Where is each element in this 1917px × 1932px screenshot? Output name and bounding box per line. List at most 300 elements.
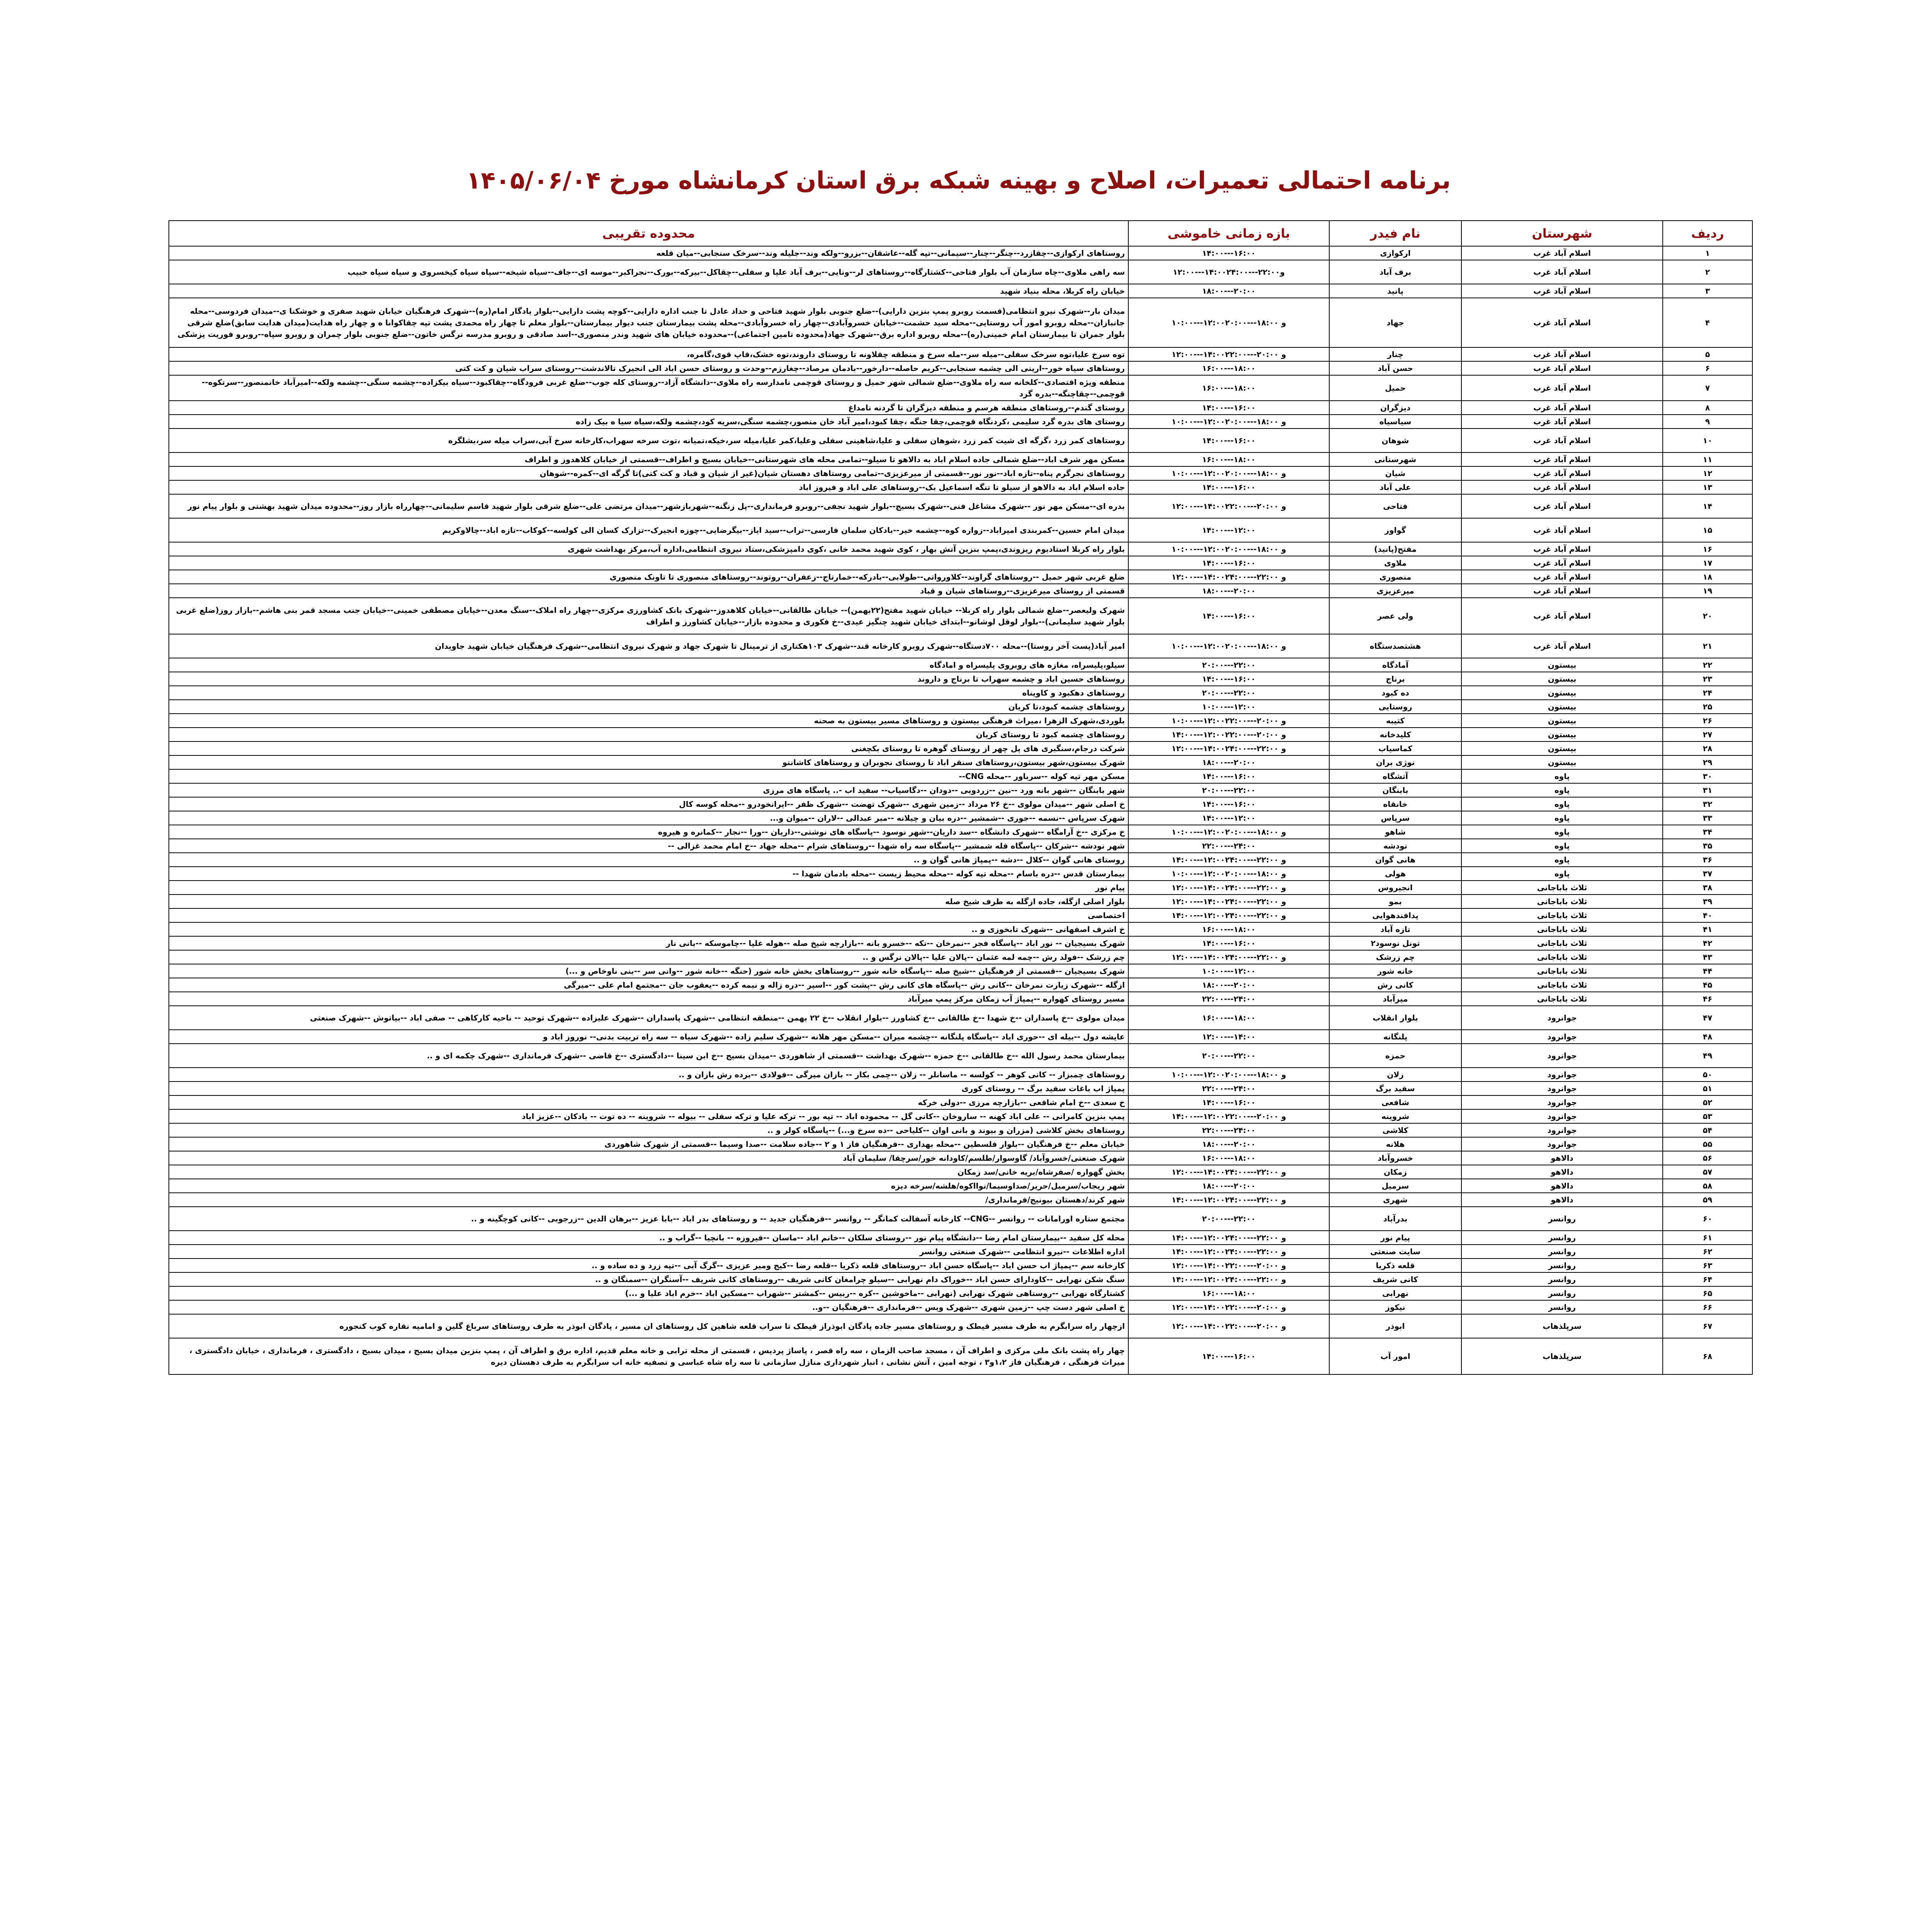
table-row bbox=[169, 518, 1752, 542]
city-cell: پاوه bbox=[1461, 783, 1663, 797]
area-cell: میدان بار--شهرک نیرو انتظامی(قسمت روبرو پمپ بنزین دارایی)--ضلع جنوبی بلوار شهید فتاحی و حداد عادل تا جنب اداره دارایی--کوچه پشت دارایی--بلوار یادگار امام(ره)--شهرک فرهنگیان خیابان شهید صفری و خوشکنا ی--میدان فردوسی--محله جانبازان--محله روبرو امور آب روستایی--محله سید حشمت--خیابان خسروآبادی--چهار راه خسروآبادی--محله پشت بیمارستان جنب دیوار بیمارستان--بلوار معلم تا چهار راه محمدی پشت تپه چقاکوانا ه و چهار راه هدایت(میدان هدایت سابق)ضلع شرقی بلوار جمران تا بیمارستان امام خمینی(ره)--محله روبرو اداره برق--شهرک جهاد(محدوده تامین اجتماعی)--محدوده خیابان های شهید وندر منصوری--اسد صادقی و روبرو مدرسه نرگس خاتون--ضلع جنوبی بلوار چمران و روبرو سپاه--روبرو فوریت پزشکی bbox=[169, 298, 1128, 347]
area-cell: خ اصلی شهر دست چپ --زمین شهری --شهرک ویس --فرمانداری --فرهنگیان --و.. bbox=[169, 1300, 1128, 1314]
city-cell: اسلام آباد غرب bbox=[1461, 347, 1663, 361]
city-cell: روانسر bbox=[1461, 1245, 1663, 1259]
city-cell: جوانرود bbox=[1461, 1006, 1663, 1030]
area-cell: اداره اطلاعات --نیرو انتظامی --شهرک صنعتی روانسر bbox=[169, 1245, 1128, 1259]
outage-time-cell: ۱۰:۰۰---۱۲:۰۰ bbox=[1128, 700, 1329, 714]
outage-time-cell: ۱۴:۰۰---۱۶:۰۰ bbox=[1128, 797, 1329, 811]
feeder-cell: برناج bbox=[1329, 672, 1461, 686]
area-cell: روستاهای چشمه کبود تا روستای کریان bbox=[169, 728, 1128, 742]
table-row bbox=[169, 1259, 1752, 1272]
table-row bbox=[169, 1300, 1752, 1314]
city-cell: اسلام آباد غرب bbox=[1461, 260, 1663, 284]
table-row bbox=[169, 452, 1752, 466]
area-cell: بلوار اصلی ازگله، جاده ازگله به طرف شیخ صله bbox=[169, 895, 1128, 908]
feeder-cell: خانقاه bbox=[1329, 797, 1461, 811]
feeder-cell: بابنگان bbox=[1329, 783, 1461, 797]
area-cell: روستای گندم--روستاهای منطقه هرسم و منطقه دیزگران تا گردنه نامداغ bbox=[169, 401, 1128, 415]
table-row bbox=[169, 1082, 1752, 1095]
row-number-cell: ۵۹ bbox=[1663, 1193, 1752, 1207]
table-row bbox=[169, 1006, 1752, 1030]
row-number-cell: ۳ bbox=[1663, 284, 1752, 298]
outage-time-cell: ۱۴:۰۰---۱۲:۰۰و ۲۲:۰۰---۲۴:۰۰ bbox=[1128, 853, 1329, 867]
outage-time-cell: ۱۲:۰۰---۱۴:۰۰و ۲۲:۰۰---۲۴:۰۰ bbox=[1128, 1165, 1329, 1179]
outage-time-cell: ۱۸:۰۰---۲۰:۰۰ bbox=[1128, 1137, 1329, 1151]
row-number-cell: ۵۰ bbox=[1663, 1068, 1752, 1082]
outage-time-cell: ۲۰:۰۰---۲۲:۰۰ bbox=[1128, 686, 1329, 700]
table-row bbox=[169, 839, 1752, 853]
outage-time-cell: ۱۴:۰۰---۱۲:۰۰و ۲۰:۰۰---۲۲:۰۰ bbox=[1128, 1109, 1329, 1123]
table-row bbox=[169, 992, 1752, 1006]
table-row bbox=[169, 825, 1752, 839]
city-cell: اسلام آباد غرب bbox=[1461, 415, 1663, 429]
outage-time-cell: ۱۴:۰۰---۱۲:۰۰و ۲۲:۰۰---۲۴:۰۰ bbox=[1128, 1231, 1329, 1245]
outage-time-cell: ۲۲:۰۰---۲۴:۰۰ bbox=[1128, 1123, 1329, 1137]
outage-time-cell: ۱۰:۰۰---۱۲:۰۰و ۱۸:۰۰---۲۰:۰۰ bbox=[1128, 634, 1329, 658]
area-cell: خ مرکزی --خ آرامگاه --شهرک دانشگاه --سد داریان--شهر نوسود --پاسگاه های نوشتی--داریان --ورا --نجار --کمانره و هیروه bbox=[169, 825, 1128, 839]
row-number-cell: ۱۸ bbox=[1663, 570, 1752, 584]
table-body bbox=[169, 246, 1752, 1374]
table-header-row bbox=[169, 221, 1752, 246]
city-cell: اسلام آباد غرب bbox=[1461, 284, 1663, 298]
table-row bbox=[169, 1123, 1752, 1137]
feeder-cell: آمادگاه bbox=[1329, 658, 1461, 672]
area-cell: امیر آباد(پست آخر روستا)--محله ۷۰۰دستگاه--شهرک روبرو کارخانه قند--شهرک ۱۰۳هکتاری از ترمینال تا شهرک جهاد و شهرک نیروی انتظامی--شهرک فرهنگیان خیابان شهید جاویدان bbox=[169, 634, 1128, 658]
table-row bbox=[169, 570, 1752, 584]
feeder-cell: آتشگاه bbox=[1329, 769, 1461, 783]
feeder-cell: سرمیل bbox=[1329, 1179, 1461, 1193]
table-row bbox=[169, 1231, 1752, 1245]
area-cell: بلوار راه کربلا استادیوم ریزوندی،پمپ بنزین آتش بهار ، کوی شهید محمد خانی ،کوی دامپزشکی،ستاد نیروی انتظامی،اداره آب،مرکز بهداشت شهری bbox=[169, 542, 1128, 556]
area-cell: روستاهای چمبزار -- کانی کوهر -- کولسه -- ماسانلر -- زلان --چمی بکار -- بازان میرگی --فولادی --برده رش بازان و .. bbox=[169, 1068, 1128, 1082]
outage-time-cell: ۲۲:۰۰---۲۴:۰۰ bbox=[1128, 1082, 1329, 1095]
city-cell: جوانرود bbox=[1461, 1095, 1663, 1109]
outage-time-cell: ۱۲:۰۰---۱۴:۰۰و ۲۲:۰۰---۲۴:۰۰ bbox=[1128, 895, 1329, 908]
area-cell: روستاهای حسین اباد و چشمه سهراب تا برناج و داروند bbox=[169, 672, 1128, 686]
table-row bbox=[169, 1165, 1752, 1179]
area-cell: سنگ شکن نهرابی --کاودارای حسن اباد --خوراک دام نهرابی --سیلو چرامغان کانی شریف --روستاهای کانی شریف --آسنگران --سمنگان و .. bbox=[169, 1272, 1128, 1286]
row-number-cell: ۲۶ bbox=[1663, 714, 1752, 728]
area-cell: عایشه دول --بیله ای --حوری اباد --پاسگاه پلنگانه --چشمه میران --مسکن مهر هلانه --شهرک سلیم زاده --شهرک سیاه -- سه راه تربیت بدنی-- نوروز اباد و bbox=[169, 1030, 1128, 1044]
table-row bbox=[169, 1179, 1752, 1193]
city-cell: پاوه bbox=[1461, 867, 1663, 881]
feeder-cell: هانی گوان bbox=[1329, 853, 1461, 867]
table-row bbox=[169, 480, 1752, 494]
row-number-cell: ۵۲ bbox=[1663, 1095, 1752, 1109]
outage-time-cell: ۱۶:۰۰---۱۸:۰۰ bbox=[1128, 1151, 1329, 1165]
table-row bbox=[169, 1272, 1752, 1286]
row-number-cell: ۳۸ bbox=[1663, 881, 1752, 895]
row-number-cell: ۱۰ bbox=[1663, 429, 1752, 452]
city-cell: ثلاث باباجانی bbox=[1461, 908, 1663, 922]
table-row bbox=[169, 686, 1752, 700]
area-cell: ازچهار راه سرابگرم به طرف مسیر قیطک و روستاهای مسیر جاده پادگان ابوذراز قیطک تا سراب قلعه شاهین کل روستاهای ان مسیر ، پادگان ابوذر به طرف روستاهای سرباغ گلین و امامیه نقاره کوب کنجوره bbox=[169, 1314, 1128, 1338]
table-row bbox=[169, 964, 1752, 978]
table-row bbox=[169, 401, 1752, 415]
outage-time-cell: ۱۴:۰۰---۱۶:۰۰ bbox=[1128, 672, 1329, 686]
city-cell: جوانرود bbox=[1461, 1068, 1663, 1082]
row-number-cell: ۴ bbox=[1663, 298, 1752, 347]
outage-time-cell: ۱۴:۰۰---۱۲:۰۰و ۲۲:۰۰---۲۴:۰۰ bbox=[1128, 908, 1329, 922]
outage-time-cell: ۱۰:۰۰---۱۲:۰۰و ۱۸:۰۰---۲۰:۰۰ bbox=[1128, 466, 1329, 480]
row-number-cell: ۱ bbox=[1663, 246, 1752, 260]
table-row bbox=[169, 494, 1752, 518]
city-cell: اسلام آباد غرب bbox=[1461, 452, 1663, 466]
outage-time-cell: ۱۴:۰۰---۱۲:۰۰و ۲۲:۰۰---۲۴:۰۰ bbox=[1128, 1193, 1329, 1207]
row-number-cell: ۴۱ bbox=[1663, 922, 1752, 936]
city-cell: بیستون bbox=[1461, 742, 1663, 755]
city-cell: اسلام آباد غرب bbox=[1461, 494, 1663, 518]
area-cell: مسکن مهر تپه کوله --سرباور --محله CNG-- bbox=[169, 769, 1128, 783]
city-cell: ثلاث باباجانی bbox=[1461, 936, 1663, 950]
outage-time-cell: ۱۰:۰۰---۱۲:۰۰و ۱۸:۰۰---۲۰:۰۰ bbox=[1128, 415, 1329, 429]
outage-time-cell: ۱۲:۰۰---۱۴:۰۰و ۲۰:۰۰---۲۲:۰۰ bbox=[1128, 1300, 1329, 1314]
outage-time-cell: ۲۲:۰۰---۲۴:۰۰ bbox=[1128, 992, 1329, 1006]
city-cell: اسلام آباد غرب bbox=[1461, 466, 1663, 480]
feeder-cell: زمکان bbox=[1329, 1165, 1461, 1179]
outage-time-cell: ۱۲:۰۰---۱۴:۰۰و ۲۲:۰۰---۲۴:۰۰ bbox=[1128, 881, 1329, 895]
table-row bbox=[169, 881, 1752, 895]
header-row-number: ردیف bbox=[1663, 221, 1752, 246]
outage-time-cell: ۱۴:۰۰---۱۶:۰۰ bbox=[1128, 401, 1329, 415]
area-cell: محله کل سفید --بیمارستان امام رضا --دانشگاه پیام نور --روستای سلکان --خانم اباد --ماسان --فیروزه -- بانچیا --گراب و .. bbox=[169, 1231, 1128, 1245]
city-cell: جوانرود bbox=[1461, 1044, 1663, 1068]
city-cell: ثلاث باباجانی bbox=[1461, 922, 1663, 936]
area-cell: بخش گهواره /صفرشاه/بریه خانی/سد زمکان bbox=[169, 1165, 1128, 1179]
table-row bbox=[169, 1095, 1752, 1109]
area-cell: میدان مولوی --خ پاسداران --خ شهدا --خ طالقانی --خ کشاورز --بلوار انقلاب --خ ۲۲ بهمن --منطقه انتظامی --شهرک پاسداران --شهرک علیزاده --شهرک توحید -- ناحیه کارکاهی -- صفی اباد --بیاتوش --شهرک صنعتی bbox=[169, 1006, 1128, 1030]
outage-time-cell: ۱۰:۰۰---۱۲:۰۰و ۱۸:۰۰---۲۰:۰۰ bbox=[1128, 825, 1329, 839]
table-row bbox=[169, 783, 1752, 797]
city-cell: بیستون bbox=[1461, 672, 1663, 686]
table-row bbox=[169, 298, 1752, 347]
table-row bbox=[169, 1137, 1752, 1151]
city-cell: ثلاث باباجانی bbox=[1461, 881, 1663, 895]
feeder-cell: ابوذر bbox=[1329, 1314, 1461, 1338]
feeder-cell: کلاشی bbox=[1329, 1123, 1461, 1137]
row-number-cell: ۱۵ bbox=[1663, 518, 1752, 542]
table-row bbox=[169, 978, 1752, 992]
feeder-cell: سایت صنعتی bbox=[1329, 1245, 1461, 1259]
area-cell: روستاهای چشمه کبود،تا کریان bbox=[169, 700, 1128, 714]
area-cell: روستای هانی گوان --کلال --دشه --پمپاژ هانی گوان و .. bbox=[169, 853, 1128, 867]
feeder-cell: بمو bbox=[1329, 895, 1461, 908]
city-cell: اسلام آباد غرب bbox=[1461, 556, 1663, 570]
table-row bbox=[169, 542, 1752, 556]
outage-time-cell: ۱۶:۰۰---۱۸:۰۰ bbox=[1128, 375, 1329, 401]
area-cell: شهرک بسیجیان -- نور اباد --پاسگاه فجر --نمرخان --تکه --خسرو بانه --بازارچه شیخ صله --هوله علیا --چاموسکه --بانی نار bbox=[169, 936, 1128, 950]
city-cell: دالاهو bbox=[1461, 1165, 1663, 1179]
area-cell: روستاهای نجرگرم پناه--تازه اباد--نور نور--قسمتی از میرعزیزی--تمامی روستاهای دهستان شیان(غیر از شیان و قباد و کت کتی)تا گرگه ای--کمره--شوهان bbox=[169, 466, 1128, 480]
city-cell: اسلام آباد غرب bbox=[1461, 480, 1663, 494]
feeder-cell: نوژی بران bbox=[1329, 755, 1461, 769]
outage-time-cell: ۱۴:۰۰---۱۶:۰۰ bbox=[1128, 1095, 1329, 1109]
table-row bbox=[169, 556, 1752, 570]
feeder-cell: شیان bbox=[1329, 466, 1461, 480]
feeder-cell: کماسیاب bbox=[1329, 742, 1461, 755]
row-number-cell: ۵۶ bbox=[1663, 1151, 1752, 1165]
area-cell: پیام نور bbox=[169, 881, 1128, 895]
area-cell: سه راهی ملاوی--چاه سازمان آب بلوار فتاحی--کشتارگاه--روستاهای لر--ونایی--برف آباد علیا و سفلی--چقاکل--بیرکه--بورک--نجراکبر--موسه ای--جاف--سیاه شیخه--سیاه سیاه کیخسروی و سیاه سیاه حبیب bbox=[169, 260, 1128, 284]
city-cell: اسلام آباد غرب bbox=[1461, 598, 1663, 634]
city-cell: روانسر bbox=[1461, 1300, 1663, 1314]
area-cell: اختصاصی bbox=[169, 908, 1128, 922]
outage-time-cell: ۱۶:۰۰---۱۸:۰۰ bbox=[1128, 361, 1329, 375]
row-number-cell: ۳۷ bbox=[1663, 867, 1752, 881]
area-cell: شهر ریجاب/سرمیل/حریر/صداوسیما/نوااکوه/هلشه/سرخه دیزه bbox=[169, 1179, 1128, 1193]
city-cell: پاوه bbox=[1461, 797, 1663, 811]
table-row bbox=[169, 246, 1752, 260]
area-cell: مسیر روستای کهواره --پمپاژ آب زمکان مرکز پمپ میرآباد bbox=[169, 992, 1128, 1006]
feeder-cell: پانید bbox=[1329, 284, 1461, 298]
city-cell: اسلام آباد غرب bbox=[1461, 361, 1663, 375]
table-row bbox=[169, 584, 1752, 598]
row-number-cell: ۲۸ bbox=[1663, 742, 1752, 755]
feeder-cell: مفتح(پانید) bbox=[1329, 542, 1461, 556]
table-row bbox=[169, 700, 1752, 714]
row-number-cell: ۲۹ bbox=[1663, 755, 1752, 769]
feeder-cell: شوهان bbox=[1329, 429, 1461, 452]
row-number-cell: ۲ bbox=[1663, 260, 1752, 284]
row-number-cell: ۱۴ bbox=[1663, 494, 1752, 518]
city-cell: ثلاث باباجانی bbox=[1461, 978, 1663, 992]
row-number-cell: ۶۶ bbox=[1663, 1300, 1752, 1314]
feeder-cell: نیکوز bbox=[1329, 1300, 1461, 1314]
feeder-cell: شهری bbox=[1329, 1193, 1461, 1207]
row-number-cell: ۶۴ bbox=[1663, 1272, 1752, 1286]
row-number-cell: ۴۹ bbox=[1663, 1044, 1752, 1068]
table-row bbox=[169, 284, 1752, 298]
area-cell: خ سعدی --خ امام شافعی --بازارچه مرزی --دولی خرکه bbox=[169, 1095, 1128, 1109]
feeder-cell: خسروآباد bbox=[1329, 1151, 1461, 1165]
city-cell: جوانرود bbox=[1461, 1123, 1663, 1137]
outage-time-cell: ۲۰:۰۰---۲۲:۰۰ bbox=[1128, 1044, 1329, 1068]
table-row bbox=[169, 1245, 1752, 1259]
area-cell: شهرک بیستون،شهر بیستون،روستاهای سنقر اباد تا روستای نجوبران و روستاهای کاشانتو bbox=[169, 755, 1128, 769]
page-title: برنامه احتمالی تعمیرات، اصلاح و بهینه شبکه برق استان کرمانشاه مورخ ۱۴۰۵/۰۶/۰۴ bbox=[466, 166, 1451, 194]
header-feeder: نام فیدر bbox=[1329, 221, 1461, 246]
table-row bbox=[169, 415, 1752, 429]
outage-time-cell: ۱۲:۰۰---۱۴:۰۰و ۲۰:۰۰---۲۲:۰۰ bbox=[1128, 1259, 1329, 1272]
city-cell: روانسر bbox=[1461, 1231, 1663, 1245]
feeder-cell: حسن آباد bbox=[1329, 361, 1461, 375]
area-cell: شهر نودشه --شرکان --پاسگاه قله شمشیر --پاسگاه سه راه شهدا --روستاهای شرام --محله جهاد --خ امام محمد غزالی -- bbox=[169, 839, 1128, 853]
city-cell: بیستون bbox=[1461, 755, 1663, 769]
feeder-cell: روستایی bbox=[1329, 700, 1461, 714]
city-cell: اسلام آباد غرب bbox=[1461, 429, 1663, 452]
area-cell: مسکن مهر شرف اباد--ضلع شمالی جاده اسلام اباد به دالاهو تا سیلو--تمامی محله های شهرستانی--خیابان بسیج و اطراف--قسمتی از خیابان کلاهدوز و اطراف bbox=[169, 452, 1128, 466]
city-cell: بیستون bbox=[1461, 714, 1663, 728]
outage-time-cell: ۱۴:۰۰---۱۶:۰۰ bbox=[1128, 769, 1329, 783]
city-cell: روانسر bbox=[1461, 1207, 1663, 1231]
feeder-cell: پدافندهوایی bbox=[1329, 908, 1461, 922]
outage-time-cell: ۱۴:۰۰---۱۲:۰۰ bbox=[1128, 518, 1329, 542]
area-cell: کارخانه سم --پمپاژ اب حسن اباد --پاسگاه حسن اباد --روستاهای قلعه ذکریا --قلعه رضا --کیج ومیر عزیزی --گرگ آبی --تپه زرد و ده ساده و .. bbox=[169, 1259, 1128, 1272]
area-cell: مجتمع ستاره اورامانات -- روانسر --CNG-- کارخانه آسفالت کمانگر -- روانسر --فرهنگیان جدید -- و روستاهای بدر اباد --بابا عزیز --برهان الدین --زرجوبی --کانی کوچگینه و .. bbox=[169, 1207, 1128, 1231]
outage-time-cell: ۱۰:۰۰---۱۲:۰۰و ۱۸:۰۰---۲۰:۰۰ bbox=[1128, 1068, 1329, 1082]
feeder-cell: شهرستانی bbox=[1329, 452, 1461, 466]
area-cell: کشتارگاه نهرابی --روستاهی شهرک نهرابی (نهرابی --ماخوشین --کره --ربیس --کمشتر --شهراب --مسکین اباد --خرم اباد علیا و ...) bbox=[169, 1286, 1128, 1300]
city-cell: جوانرود bbox=[1461, 1109, 1663, 1123]
table-row bbox=[169, 260, 1752, 284]
area-cell: چم زرشک --فولد رش --چمه لمه عثمان --پالان علیا --پالان نرگس و .. bbox=[169, 950, 1128, 964]
feeder-cell: نودشه bbox=[1329, 839, 1461, 853]
area-cell: شهر کرند/دهستان بیونیج/فرمانداری/ bbox=[169, 1193, 1128, 1207]
table-row bbox=[169, 728, 1752, 742]
outage-time-cell: ۱۴:۰۰---۱۶:۰۰ bbox=[1128, 246, 1329, 260]
feeder-cell: بلوار انقلاب bbox=[1329, 1006, 1461, 1030]
outage-time-cell: ۱۸:۰۰---۲۰:۰۰ bbox=[1128, 1179, 1329, 1193]
outage-time-cell: ۱۴:۰۰---۱۶:۰۰ bbox=[1128, 936, 1329, 950]
table-row bbox=[169, 1044, 1752, 1068]
row-number-cell: ۶۷ bbox=[1663, 1314, 1752, 1338]
area-cell: ازگله --شهرک زیارت نمرخان --کانی رش --پاسگاه های کانی رش --پشت کور --اسپر --دره زاله و نیمه کرده --یعقوب جان --مجتمع امام علی --میرگی bbox=[169, 978, 1128, 992]
row-number-cell: ۲۴ bbox=[1663, 686, 1752, 700]
feeder-cell: دیزگران bbox=[1329, 401, 1461, 415]
city-cell: پاوه bbox=[1461, 825, 1663, 839]
table-row bbox=[169, 742, 1752, 755]
area-cell: شرکت درجام،سنگبری های پل چهر از روستای گوهره تا روستای بکچغنی bbox=[169, 742, 1128, 755]
feeder-cell: شافعی bbox=[1329, 1095, 1461, 1109]
row-number-cell: ۳۶ bbox=[1663, 853, 1752, 867]
city-cell: جوانرود bbox=[1461, 1137, 1663, 1151]
area-cell: روستاهای کمر زرد ،گرگه ای شیت کمر زرد ،شوهان سفلی و علیا،شاهینی سفلی وعلیا،کمر علیا،میله سر،خیکه،تمیانه ،توت سرخه سهراب،کارخانه سرخ آبی،سراب میله سر،بشلگره bbox=[169, 429, 1128, 452]
table-row bbox=[169, 1338, 1752, 1374]
row-number-cell: ۵۴ bbox=[1663, 1123, 1752, 1137]
city-cell: ثلاث باباجانی bbox=[1461, 964, 1663, 978]
row-number-cell: ۵۵ bbox=[1663, 1137, 1752, 1151]
outage-time-cell: ۱۴:۰۰---۱۶:۰۰ bbox=[1128, 429, 1329, 452]
feeder-cell: میرعزیزی bbox=[1329, 584, 1461, 598]
feeder-cell: جهاد bbox=[1329, 298, 1461, 347]
feeder-cell: تازه آباد bbox=[1329, 922, 1461, 936]
city-cell: اسلام آباد غرب bbox=[1461, 584, 1663, 598]
outage-time-cell: ۱۴:۰۰---۱۶:۰۰ bbox=[1128, 598, 1329, 634]
outage-time-cell: ۱۰:۰۰---۱۲:۰۰و ۱۸:۰۰---۲۰:۰۰ bbox=[1128, 542, 1329, 556]
table-row bbox=[169, 672, 1752, 686]
feeder-cell: شروینه bbox=[1329, 1109, 1461, 1123]
city-cell: اسلام آباد غرب bbox=[1461, 375, 1663, 401]
outage-time-cell: ۱۴:۰۰---۱۶:۰۰ bbox=[1128, 556, 1329, 570]
table-row bbox=[169, 1030, 1752, 1044]
row-number-cell: ۴۲ bbox=[1663, 936, 1752, 950]
table-row bbox=[169, 1109, 1752, 1123]
outage-time-cell: ۱۲:۰۰---۱۴:۰۰و ۲۰:۰۰---۲۲:۰۰ bbox=[1128, 494, 1329, 518]
area-cell: سیلو،پلیسراه، مغازه های روبروی پلیسراه و امادگاه bbox=[169, 658, 1128, 672]
feeder-cell: کانی رش bbox=[1329, 978, 1461, 992]
row-number-cell: ۴۰ bbox=[1663, 908, 1752, 922]
table-row bbox=[169, 361, 1752, 375]
outage-time-cell: ۱۴:۰۰---۱۲:۰۰و ۲۰:۰۰---۲۲:۰۰ bbox=[1128, 728, 1329, 742]
row-number-cell: ۷ bbox=[1663, 375, 1752, 401]
area-cell: شهرک ولیعصر--ضلع شمالی بلوار راه کربلا-- خیابان شهید مفتح(۲۲بهمن)-- خیابان طالقانی--خیابان کلاهدوز--شهرک بانک کشاورزی مرکزی--چهار راه املاک--سنگ معدن--خیابان مصطفی خمینی--خیابان جنب مسجد قمر بنی هاشم--بازار روز(ضلع غربی بلوار شهید سلیمانی)--بلوار لوقل لوشانو--ابتدای خیابان شهید چنگیز عیدی--خ فکوری و محدوده بازار--خیابان کشاورز و اطراف bbox=[169, 598, 1128, 634]
table-row bbox=[169, 466, 1752, 480]
feeder-cell: حمزه bbox=[1329, 1044, 1461, 1068]
area-cell: روستاهای بخش کلاشی (مزران و بیوند و بانی اوان --کلیاحی --ده سرخ و...) --پاسگاه کولر و .. bbox=[169, 1123, 1128, 1137]
row-number-cell: ۳۴ bbox=[1663, 825, 1752, 839]
row-number-cell: ۴۷ bbox=[1663, 1006, 1752, 1030]
outage-time-cell: ۱۲:۰۰---۱۴:۰۰و ۲۰:۰۰---۲۲:۰۰ bbox=[1128, 347, 1329, 361]
row-number-cell: ۱۱ bbox=[1663, 452, 1752, 466]
table-row bbox=[169, 714, 1752, 728]
area-cell: روستاهای سیاه خور--ارینی الی چشمه سنجابی--کریم حاصله--دارخور--بادمان مرصاد--چغارزم--وحدت و روستای حسن اباد الی انجیرک تالاندشت--روستای سراب شیان و کت کتی bbox=[169, 361, 1128, 375]
feeder-cell: کلیدخانه bbox=[1329, 728, 1461, 742]
row-number-cell: ۴۵ bbox=[1663, 978, 1752, 992]
city-cell: جوانرود bbox=[1461, 1030, 1663, 1044]
outage-time-cell: ۱۰:۰۰---۱۲:۰۰و ۲۰:۰۰---۲۲:۰۰ bbox=[1128, 714, 1329, 728]
header-outage-time: بازه زمانی خاموشی bbox=[1128, 221, 1329, 246]
outage-time-cell: ۱۴:۰۰---۱۲:۰۰و ۲۲:۰۰---۲۴:۰۰ bbox=[1128, 1245, 1329, 1259]
outage-time-cell: ۲۲:۰۰---۲۴:۰۰ bbox=[1128, 839, 1329, 853]
row-number-cell: ۴۶ bbox=[1663, 992, 1752, 1006]
city-cell: اسلام آباد غرب bbox=[1461, 542, 1663, 556]
city-cell: روانسر bbox=[1461, 1272, 1663, 1286]
table-row bbox=[169, 1286, 1752, 1300]
city-cell: روانسر bbox=[1461, 1286, 1663, 1300]
city-cell: بیستون bbox=[1461, 700, 1663, 714]
row-number-cell: ۶۳ bbox=[1663, 1259, 1752, 1272]
area-cell: بدره ای--مسکن مهر نور --شهرک مشاغل فنی--شهرک بسیج--بلوار شهید نجفی--روبرو فرمانداری--پل زنگنه--شهربازشهر--میدان مرتضی علی--ضلع شرقی بلوار شهید قاسم سلیمانی--چهارراه بازار روز--محدوده میدان شهید بهشتی و بلوار پیام نور bbox=[169, 494, 1128, 518]
feeder-cell: ده کبود bbox=[1329, 686, 1461, 700]
feeder-cell: سرپاس bbox=[1329, 811, 1461, 825]
feeder-cell: خانه شور bbox=[1329, 964, 1461, 978]
outage-time-cell: ۱۶:۰۰---۱۸:۰۰ bbox=[1128, 922, 1329, 936]
area-cell: شهرک سرپاس --نسمه --جوری --شمشیر --دره بیان و چیلانه --میر عبدالی --لاران --میوان و... bbox=[169, 811, 1128, 825]
outage-time-cell: ۱۰:۰۰---۱۲:۰۰و ۱۸:۰۰---۲۰:۰۰ bbox=[1128, 298, 1329, 347]
outage-time-cell: ۱۲:۰۰---۱۴:۰۰و ۲۲:۰۰---۲۴:۰۰ bbox=[1128, 950, 1329, 964]
area-cell: منطقه ویژه اقتصادی--کلخانه سه راه ملاوی--ضلع شمالی شهر حمیل و روستای قوچمی نامدارسه راه ملاوی--دانشگاه آزاد--روستای کله جوب--ضلع غربی فرودگاه--چقاکبود--سیاه بیکزاده--چشمه سنگی--چشمه ولکه--امیرآباد خانمنصور--سرتکوه--قوچمی--چقاچنگه--بدره گرد bbox=[169, 375, 1128, 401]
table-row bbox=[169, 950, 1752, 964]
table-row bbox=[169, 1193, 1752, 1207]
feeder-cell: امور آب bbox=[1329, 1338, 1461, 1374]
outage-time-cell: ۱۶:۰۰---۱۸:۰۰ bbox=[1128, 452, 1329, 466]
table-row bbox=[169, 755, 1752, 769]
area-cell: روستاهای ارکوازی--چقازرد--چنگر--چنار--سیمانی--تپه گله--عاشقان--بزرو--ولکه وند--جلیله وند--سرخک سنجابی--میان قلعه bbox=[169, 246, 1128, 260]
row-number-cell: ۴۸ bbox=[1663, 1030, 1752, 1044]
feeder-cell: سفید برگ bbox=[1329, 1082, 1461, 1095]
feeder-cell: حمیل bbox=[1329, 375, 1461, 401]
table-row bbox=[169, 853, 1752, 867]
city-cell: روانسر bbox=[1461, 1259, 1663, 1272]
row-number-cell: ۲۰ bbox=[1663, 598, 1752, 634]
table-row bbox=[169, 1314, 1752, 1338]
area-cell: پمپاژ اب باغات سفید برگ -- روستای کوری bbox=[169, 1082, 1128, 1095]
outage-time-cell: ۱۶:۰۰---۱۸:۰۰ bbox=[1128, 1006, 1329, 1030]
feeder-cell: پلنگانه bbox=[1329, 1030, 1461, 1044]
city-cell: بیستون bbox=[1461, 728, 1663, 742]
row-number-cell: ۶ bbox=[1663, 361, 1752, 375]
area-cell: ضلع غربی شهر حمیل --روستاهای گراوند--کلاورواتی--طولابی--بادرکه--خمارتاج--زعفران--روتوند--روستاهای منصوری تا تاونک منصوری bbox=[169, 570, 1128, 584]
city-cell: دالاهو bbox=[1461, 1179, 1663, 1193]
feeder-cell: کتیبه bbox=[1329, 714, 1461, 728]
table-row bbox=[169, 347, 1752, 361]
feeder-cell: کانی شریف bbox=[1329, 1272, 1461, 1286]
table-row bbox=[169, 811, 1752, 825]
header-city: شهرستان bbox=[1461, 221, 1663, 246]
row-number-cell: ۱۷ bbox=[1663, 556, 1752, 570]
feeder-cell: چم زرشک bbox=[1329, 950, 1461, 964]
feeder-cell: ولی عصر bbox=[1329, 598, 1461, 634]
city-cell: ثلاث باباجانی bbox=[1461, 950, 1663, 964]
row-number-cell: ۳۹ bbox=[1663, 895, 1752, 908]
row-number-cell: ۳۵ bbox=[1663, 839, 1752, 853]
outage-time-cell: ۱۸:۰۰---۲۰:۰۰ bbox=[1128, 584, 1329, 598]
outage-time-cell: ۱۴:۰۰---۱۲:۰۰و ۲۲:۰۰---۲۴:۰۰ bbox=[1128, 1272, 1329, 1286]
outage-time-cell: ۱۲:۰۰---۱۴:۰۰ bbox=[1128, 1030, 1329, 1044]
row-number-cell: ۳۱ bbox=[1663, 783, 1752, 797]
area-cell: بیمارستان قدس --دره باسام --محله تپه کوله --محله محیط زیست --محله بادمان شهدا -- bbox=[169, 867, 1128, 881]
